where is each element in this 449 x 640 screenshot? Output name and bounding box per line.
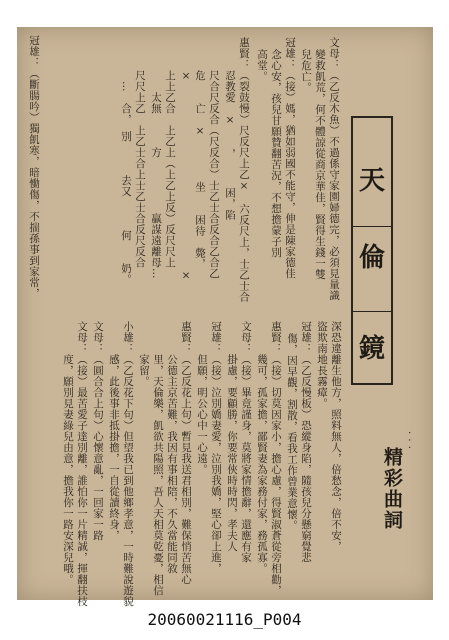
upper-column: 危 亡 × 坐 困待 斃， xyxy=(194,37,206,270)
upper-column: 文母：（乙反木魚）不過係守家園婦德完，必須見量識 xyxy=(328,37,340,301)
section-title: 精彩曲詞 xyxy=(381,447,403,531)
lower-column: 但願，明公心中一心遠。 xyxy=(196,321,208,475)
lower-column: 里，天倫樂，飢欲共陽照，吾人天相莫乾憂，相信 xyxy=(152,321,164,596)
upper-column: 冠雄：（斷腸吟）獨飢寒，暗慟傷，不揣孫事到家常， xyxy=(28,35,40,299)
section-dots: · · · xyxy=(403,431,414,450)
lower-column: 盜欺南地長霧瘴。 xyxy=(316,321,328,409)
title-char-1: 天 xyxy=(358,166,385,196)
upper-column: 念心安，孩兒甘願贊翻苦況，不想擔蒙子別 xyxy=(270,49,282,258)
lower-column: 文母：（接）畢竟謹身，莫將家情擔辭，還應有家 xyxy=(240,321,252,563)
image-caption: 20060021116_P004 xyxy=(147,610,302,629)
lower-column: 冠雄：（接）泣別嬌妻愛，泣別我嬌，堅心卻上進， xyxy=(210,321,222,574)
lower-column: 文母：（接）最苦愛子達別離，誰怕你一片精誠，揮翻扶枝 xyxy=(76,321,88,607)
lower-column: 惠賢：（接）切莫因家小，擔心慮，得賢淑蒼從旁相勸， xyxy=(270,321,282,596)
upper-column: 冠雄：（接）媽，猶如弱國不能守，伸是陳家德佳 xyxy=(284,37,296,279)
upper-column: 變救飢荒，何不體諒從商京華佳，賢得生錢一雙 xyxy=(314,49,326,280)
lower-column: 小雄：（乙反花下句）但望我已到他鄉孝意，一時難說遊貌 xyxy=(122,321,134,607)
document-page xyxy=(17,27,433,607)
upper-column: × × xyxy=(180,37,192,282)
lower-column: 幾可，孤家擔，鄙賢妻為家務付家，務孤寡。 xyxy=(256,321,268,574)
lower-column: 感，此後事非抵掛擔，一自從讀終身， xyxy=(108,321,120,541)
title-box xyxy=(351,116,393,385)
upper-column: 惠賢：（裂鼓慢）尺反尺上乙× 六反尺上，士乙士合 xyxy=(238,37,250,303)
upper-column: 忍教愛 × ， 困，陷 xyxy=(224,37,236,221)
title-char-3: 鏡 xyxy=(358,334,385,364)
lower-column: 冠雄：（乙反慢板）恐縱身陷，隨孩兒分懸窮覺悲 xyxy=(300,321,312,563)
title-separator xyxy=(353,226,391,227)
title-separator xyxy=(353,311,391,312)
upper-column: 尺尺上乙 上乙士合上士乙士合反尺反合 xyxy=(134,37,146,268)
upper-column: 高堂。 xyxy=(256,49,268,82)
lower-column: 深恐違離生他方，照料無人，倍愁念，倍不安， xyxy=(330,321,342,552)
upper-column: 上上乙合 上乙上（上乙上反）反尺尺上 xyxy=(164,37,176,268)
lower-column: 公德主京苦難，我因有事相陪，不久當能同敘 xyxy=(166,321,178,574)
lower-column: 度，願別見妻綠兒由意，擔我你一路安深兒哦。 xyxy=(62,321,74,585)
lower-column: 惠賢：（乙反花上句）暫見我送君相別，難保悄苦無心 xyxy=(180,321,192,585)
upper-column: 尺合尺反合（尺反合）士乙士合反合乙合乙 xyxy=(208,37,220,279)
lower-column: 家留。 xyxy=(138,321,150,387)
lower-column: 掛慮，要顧勝，你要常俠時時閃，孝夫人 xyxy=(226,321,238,552)
upper-column: 兒危亡。 xyxy=(300,49,312,93)
upper-column: 太無 方 贏謀遠離母… xyxy=(150,37,162,279)
lower-column: 文母：（圓合合上句）心懷意亂，一回家一路 xyxy=(92,321,104,541)
upper-column: … 合， 別 去又 何 奶。 xyxy=(120,37,132,285)
lower-column: 傷，因早觀，割散，看我工作曾業意懷。 xyxy=(286,333,298,531)
title-char-2: 倫 xyxy=(358,243,385,273)
